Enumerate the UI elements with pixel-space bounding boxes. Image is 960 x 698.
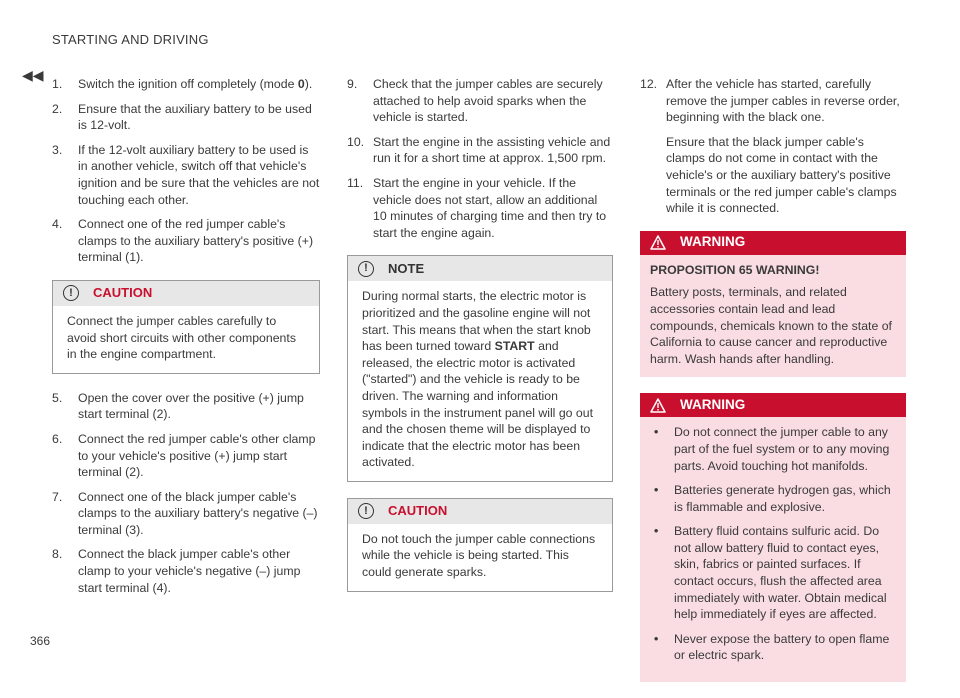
step-item xyxy=(347,76,613,126)
note-text-end: and released, the electric motor is activated ("started") and the vehicle is ready to be driven. The warning and information symbols in the instrument panel will go out and the chosen theme will be displayed to indicate that the electric motor has been activated. xyxy=(362,339,594,470)
warning-list xyxy=(650,424,896,664)
section-title: STARTING AND DRIVING xyxy=(52,32,209,47)
step-text: Connect one of the black jumper cable's clamps to the auxiliary battery's negative (–) terminal (3). xyxy=(78,489,318,537)
bullet-icon: • xyxy=(654,483,659,498)
caution-header xyxy=(348,499,612,524)
step-text: Check that the jumper cables are securely attached to help avoid sparks when the vehicle is started. xyxy=(373,77,603,125)
warning-title: WARNING xyxy=(680,234,746,250)
warning-triangle-icon xyxy=(650,398,666,413)
caution-text: Connect the jumper cables carefully to avoid short circuits with other components in the engine compartment. xyxy=(67,313,296,362)
bullet-icon: • xyxy=(654,631,659,646)
steps-list xyxy=(640,76,906,217)
step-number: 6. xyxy=(52,431,63,446)
step-item xyxy=(52,431,320,481)
warning-triangle-icon xyxy=(650,235,666,250)
step-text: Connect the red jumper cable's other clamp to your vehicle's positive (+) jump start terminal (2). xyxy=(78,431,316,480)
step-text: After the vehicle has started, carefully remove the jumper cables in reverse order, beginning with the black one. xyxy=(666,77,900,125)
bullet-icon: • xyxy=(654,524,659,539)
note-text-start: During normal starts, the electric motor is prioritized and the gasoline engine will not start. This means that when the start knob has been turned toward xyxy=(362,289,591,354)
step-number: 5. xyxy=(52,390,63,405)
step-number: 10. xyxy=(347,134,365,149)
warning-item xyxy=(650,424,896,474)
step-number: 3. xyxy=(52,142,63,157)
step-number: 12. xyxy=(640,77,658,91)
caution-box xyxy=(347,498,613,592)
warning-item xyxy=(650,523,896,623)
warning-text: Battery posts, terminals, and related accessories contain lead and lead compounds, chemicals known to the state of California to cause cancer and reproductive harm. Wash hands after handling. xyxy=(650,285,892,366)
steps-list xyxy=(52,76,320,266)
step-text: Connect the black jumper cable's other clamp to your vehicle's negative (–) jump start terminal (4). xyxy=(78,547,301,595)
step-text: If the 12-volt auxiliary battery to be used is in another vehicle, switch off that vehicle's ignition and be sure that the vehicles are not touching each other. xyxy=(78,142,320,207)
note-header xyxy=(348,256,612,281)
step-number: 2. xyxy=(52,101,63,116)
warning-box xyxy=(640,393,906,682)
step-item xyxy=(347,134,613,167)
page-number: 366 xyxy=(30,634,51,648)
step-text: Open the cover over the positive (+) jump start terminal (2). xyxy=(78,390,304,422)
step-text: Switch the ignition off completely (mode xyxy=(78,77,298,91)
warning-item-text: Never expose the battery to open flame or electric spark. xyxy=(674,631,890,663)
step-number: 1. xyxy=(52,77,63,91)
warning-body xyxy=(640,417,906,682)
step-number: 9. xyxy=(347,77,358,91)
exclamation-circle-icon: ! xyxy=(63,285,79,301)
step-item xyxy=(347,175,613,241)
caution-title: CAUTION xyxy=(388,503,448,519)
note-box xyxy=(347,255,613,482)
step-text: Ensure that the auxiliary battery to be used is 12-volt. xyxy=(78,101,312,133)
step-text-end: ). xyxy=(304,77,313,91)
step-text: Connect one of the red jumper cable's clamps to the auxiliary battery's positive (+) terminal (1). xyxy=(78,217,314,265)
column-1 xyxy=(52,76,320,604)
exclamation-circle-icon: ! xyxy=(358,261,374,277)
step-item xyxy=(52,76,320,93)
step-number: 4. xyxy=(52,217,63,232)
caution-box xyxy=(52,280,320,374)
step-number: 8. xyxy=(52,547,63,562)
step-subtext: Ensure that the black jumper cable's clamps do not come in contact with the vehicle's or the auxiliary battery's positive terminals or the red jumper cable's clamps while it is connected. xyxy=(666,134,897,216)
note-text xyxy=(348,281,612,481)
warning-box xyxy=(640,231,906,378)
caution-header xyxy=(53,281,319,306)
exclamation-circle-icon: ! xyxy=(358,503,374,519)
warning-item-text: Batteries generate hydrogen gas, which is flammable and explosive. xyxy=(674,483,891,514)
step-item xyxy=(52,546,320,596)
step-number: 7. xyxy=(52,489,63,504)
warning-subtitle: PROPOSITION 65 WARNING! xyxy=(650,262,820,277)
warning-item xyxy=(650,482,896,515)
warning-item-text: Battery fluid contains sulfuric acid. Do not allow battery fluid to contact eyes, skin, fabrics or painted surfaces. If contact occurs, flush the affected area immediately with water. Obtain medical help immediately if eyes are affected. xyxy=(674,524,887,622)
step-item xyxy=(52,489,320,539)
step-number: 11. xyxy=(347,175,364,190)
warning-body xyxy=(640,255,906,378)
start-label: START xyxy=(494,339,535,354)
mode-value: 0 xyxy=(297,77,305,91)
warning-header xyxy=(640,231,906,255)
caution-title: CAUTION xyxy=(93,285,153,301)
step-item xyxy=(52,216,320,266)
step-text: Start the engine in your vehicle. If the vehicle does not start, allow an additional 10 minutes of charging time and then try to start the engine again. xyxy=(373,175,607,240)
step-item xyxy=(52,101,320,134)
column-2 xyxy=(347,76,613,608)
back-arrows-icon[interactable]: ◀◀ xyxy=(22,67,44,83)
warning-item xyxy=(650,631,896,664)
column-3 xyxy=(640,76,906,698)
bullet-icon: • xyxy=(654,425,659,440)
warning-header xyxy=(640,393,906,417)
step-item xyxy=(640,76,906,217)
step-item xyxy=(52,142,320,208)
warning-item-text: Do not connect the jumper cable to any part of the fuel system or to any moving parts. Avoid touching hot manifolds. xyxy=(674,425,890,473)
step-text: Start the engine in the assisting vehicle and run it for a short time at approx. 1,500 rpm. xyxy=(373,134,611,166)
steps-list xyxy=(52,390,320,597)
note-title: NOTE xyxy=(388,260,425,276)
warning-title: WARNING xyxy=(680,397,746,413)
step-item xyxy=(52,390,320,423)
caution-text: Do not touch the jumper cable connections while the vehicle is being started. This could generate sparks. xyxy=(362,531,596,580)
steps-list xyxy=(347,76,613,241)
